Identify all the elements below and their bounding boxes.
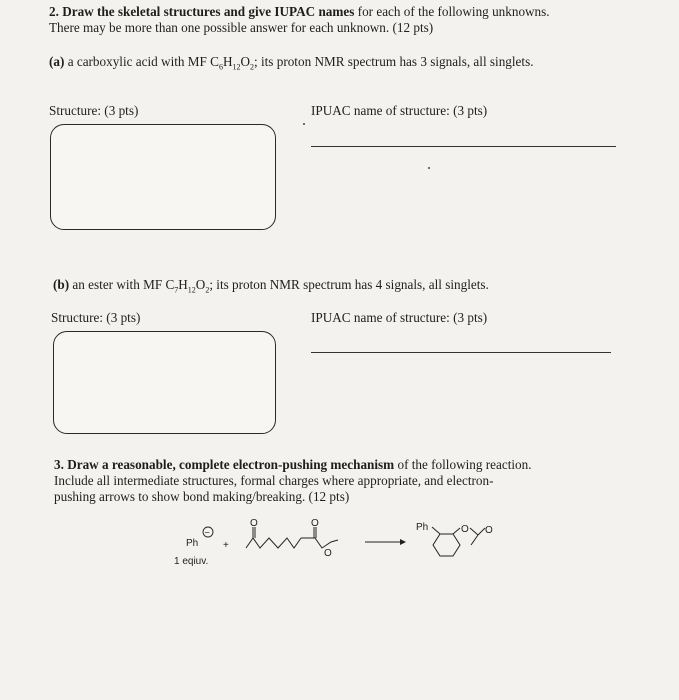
question-3-heading: 3. Draw a reasonable, complete electron-pushing mechanism of the following reaction.	[54, 457, 532, 472]
product-ph-label: Ph	[416, 522, 429, 533]
part-b-iupac-label: IPUAC name of structure: (3 pts)	[311, 310, 488, 325]
part-a-structure-box[interactable]	[50, 124, 276, 230]
product-skeleton	[432, 527, 485, 556]
stray-mark	[303, 123, 305, 125]
part-b-structure-label: Structure: (3 pts)	[51, 310, 141, 325]
part-b-prompt: (b) an ester with MF $C_7H_{12}O_2$; its proton NMR spectrum has 4 signals, all singlets.	[53, 277, 489, 295]
part-a-structure-label: Structure: (3 pts)	[49, 103, 139, 118]
part-b-structure-box[interactable]	[53, 331, 276, 434]
part-b-iupac-answer-line[interactable]	[311, 352, 611, 353]
ester-ether-oxygen: O	[324, 548, 332, 559]
keto-ester-skeleton	[246, 527, 338, 548]
part-a-prompt: (a) a carboxylic acid with MF $C_6H_{12}O_2$; its proton NMR spectrum has 3 signals, all singlets.	[49, 54, 534, 72]
svg-text:−: −	[204, 527, 210, 538]
equiv-label: 1 eqiuv.	[174, 556, 209, 567]
question-2-heading: 2. Draw the skeletal structures and give IUPAC names for each of the following unknowns.	[49, 4, 550, 19]
question-3-line-3: pushing arrows to show bond making/breaking. (12 pts)	[54, 489, 350, 504]
ester-carbonyl-oxygen: O	[311, 518, 319, 529]
part-a-iupac-answer-line[interactable]	[311, 146, 616, 147]
part-a-iupac-label: IPUAC name of structure: (3 pts)	[311, 103, 488, 118]
question-2-subheading: There may be more than one possible answer for each unknown. (12 pts)	[49, 20, 434, 35]
product-carbonyl-oxygen: O	[485, 525, 493, 536]
reagent-ph-label: Ph	[186, 538, 199, 549]
product-ether-oxygen: O	[461, 524, 469, 535]
plus-sign: +	[223, 540, 229, 551]
arrow-head-icon	[400, 539, 406, 545]
reaction-scheme	[160, 510, 520, 590]
question-3-line-2: Include all intermediate structures, formal charges where appropriate, and electron-	[54, 473, 494, 488]
ketone-oxygen: O	[250, 518, 258, 529]
stray-mark	[428, 167, 430, 169]
